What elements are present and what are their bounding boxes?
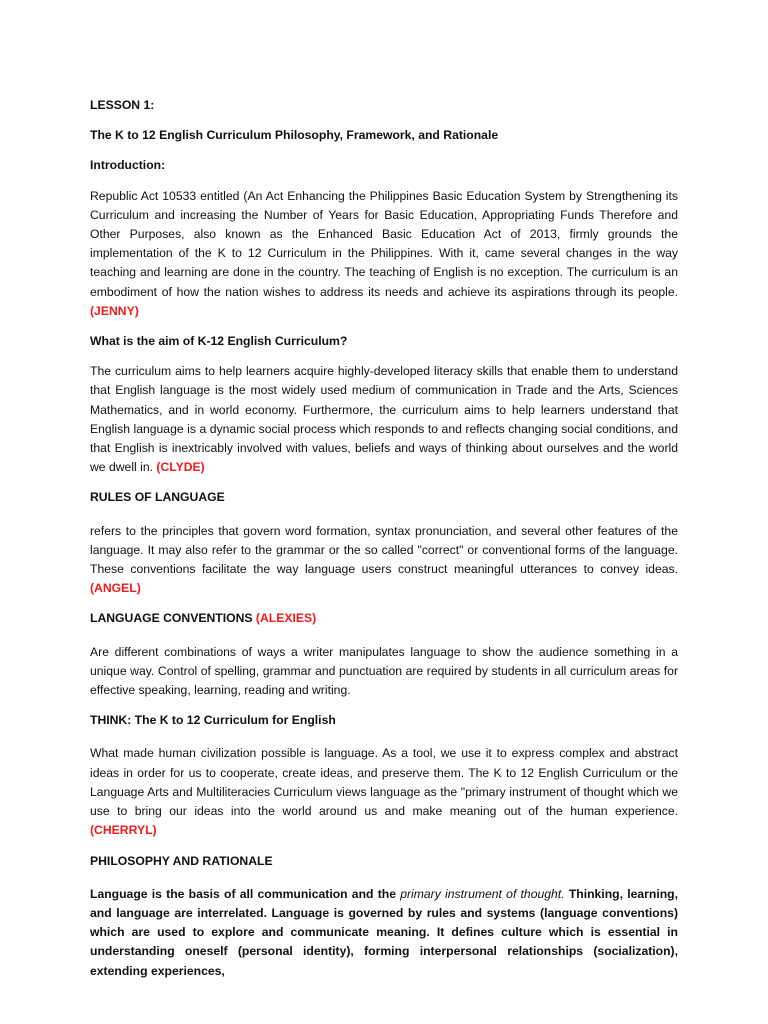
- philosophy-text-start: Language is the basis of all communication and the: [90, 886, 396, 901]
- aim-paragraph: [90, 362, 678, 477]
- conventions-heading-text: LANGUAGE CONVENTIONS: [90, 611, 253, 626]
- introduction-heading: Introduction:: [90, 158, 166, 173]
- author-tag-angel: (ANGEL): [90, 581, 141, 596]
- author-tag-jenny: (JENNY): [90, 303, 139, 318]
- philosophy-paragraph: [90, 885, 678, 981]
- think-text: What made human civilization possible is language. As a tool, we use it to express complex and abstract ideas in order for us to cooperate, create ideas, and preserve them. The K to 12 English Curriculum or the Language Arts and Multiliteracies Curriculum views language as the "primary instrument of thought which we use to bring our ideas into the world around us and make meaning out of the human experience.: [90, 746, 678, 819]
- rules-paragraph: [90, 522, 678, 599]
- author-tag-alexies: (ALEXIES): [255, 611, 317, 626]
- author-tag-clyde: (CLYDE): [156, 460, 205, 475]
- philosophy-italic-phrase: primary instrument of thought.: [400, 886, 565, 901]
- rules-text: refers to the principles that govern word formation, syntax pronunciation, and several other features of the language. It may also refer to the grammar or the so called "correct" or conventional forms of the language. These conventions facilitate the way language users construct meaningful utterances to convey ideas.: [90, 523, 678, 577]
- introduction-paragraph: [90, 187, 678, 321]
- aim-heading: What is the aim of K-12 English Curriculum?: [90, 334, 348, 349]
- rules-heading: RULES OF LANGUAGE: [90, 490, 225, 505]
- aim-text: The curriculum aims to help learners acquire highly-developed literacy skills that enable them to understand that English language is the most widely used medium of communication in Trade and the Arts, Sciences Mathematics, and in world economy. Furthermore, the curriculum aims to help learners understand that English language is a dynamic social process which responds to and reflects changing social conditions, and that English is inextricably involved with values, beliefs and ways of thinking about ourselves and the world we dwell in.: [90, 364, 678, 475]
- document-title: The K to 12 English Curriculum Philosophy, Framework, and Rationale: [90, 128, 499, 143]
- think-heading: THINK: The K to 12 Curriculum for English: [90, 713, 336, 728]
- introduction-text: Republic Act 10533 entitled (An Act Enhancing the Philippines Basic Education System by Strengthening its Curriculum and increasing the Number of Years for Basic Education, Appropriating Funds Therefore and Other Purposes, also known as the Enhanced Basic Education Act of 2013, firmly grounds the implementation of the K to 12 Curriculum in the Philippines. With it, came several changes in the way teaching and learning are done in the country. The teaching of English is no exception. The curriculum is an embodiment of how the nation wishes to address its needs and achieve its aspirations through its people.: [90, 188, 678, 299]
- philosophy-heading: PHILOSOPHY AND RATIONALE: [90, 853, 273, 868]
- conventions-heading: [90, 609, 678, 628]
- think-paragraph: [90, 744, 678, 840]
- philosophy-text-rest: Thinking, learning, and language are interrelated. Language is governed by rules and systems (language conventions) which are used to explore and communicate meaning. It defines culture which is essential in understanding oneself (personal identity), forming interpersonal relationships (socialization), extending experiences,: [90, 886, 678, 978]
- conventions-paragraph: Are different combinations of ways a writer manipulates language to show the audience something in a unique way. Control of spelling, grammar and punctuation are required by students in all curriculum areas for effective speaking, learning, reading and writing.: [90, 644, 678, 698]
- author-tag-cherryl: (CHERRYL): [90, 823, 157, 838]
- lesson-label: LESSON 1:: [90, 98, 155, 112]
